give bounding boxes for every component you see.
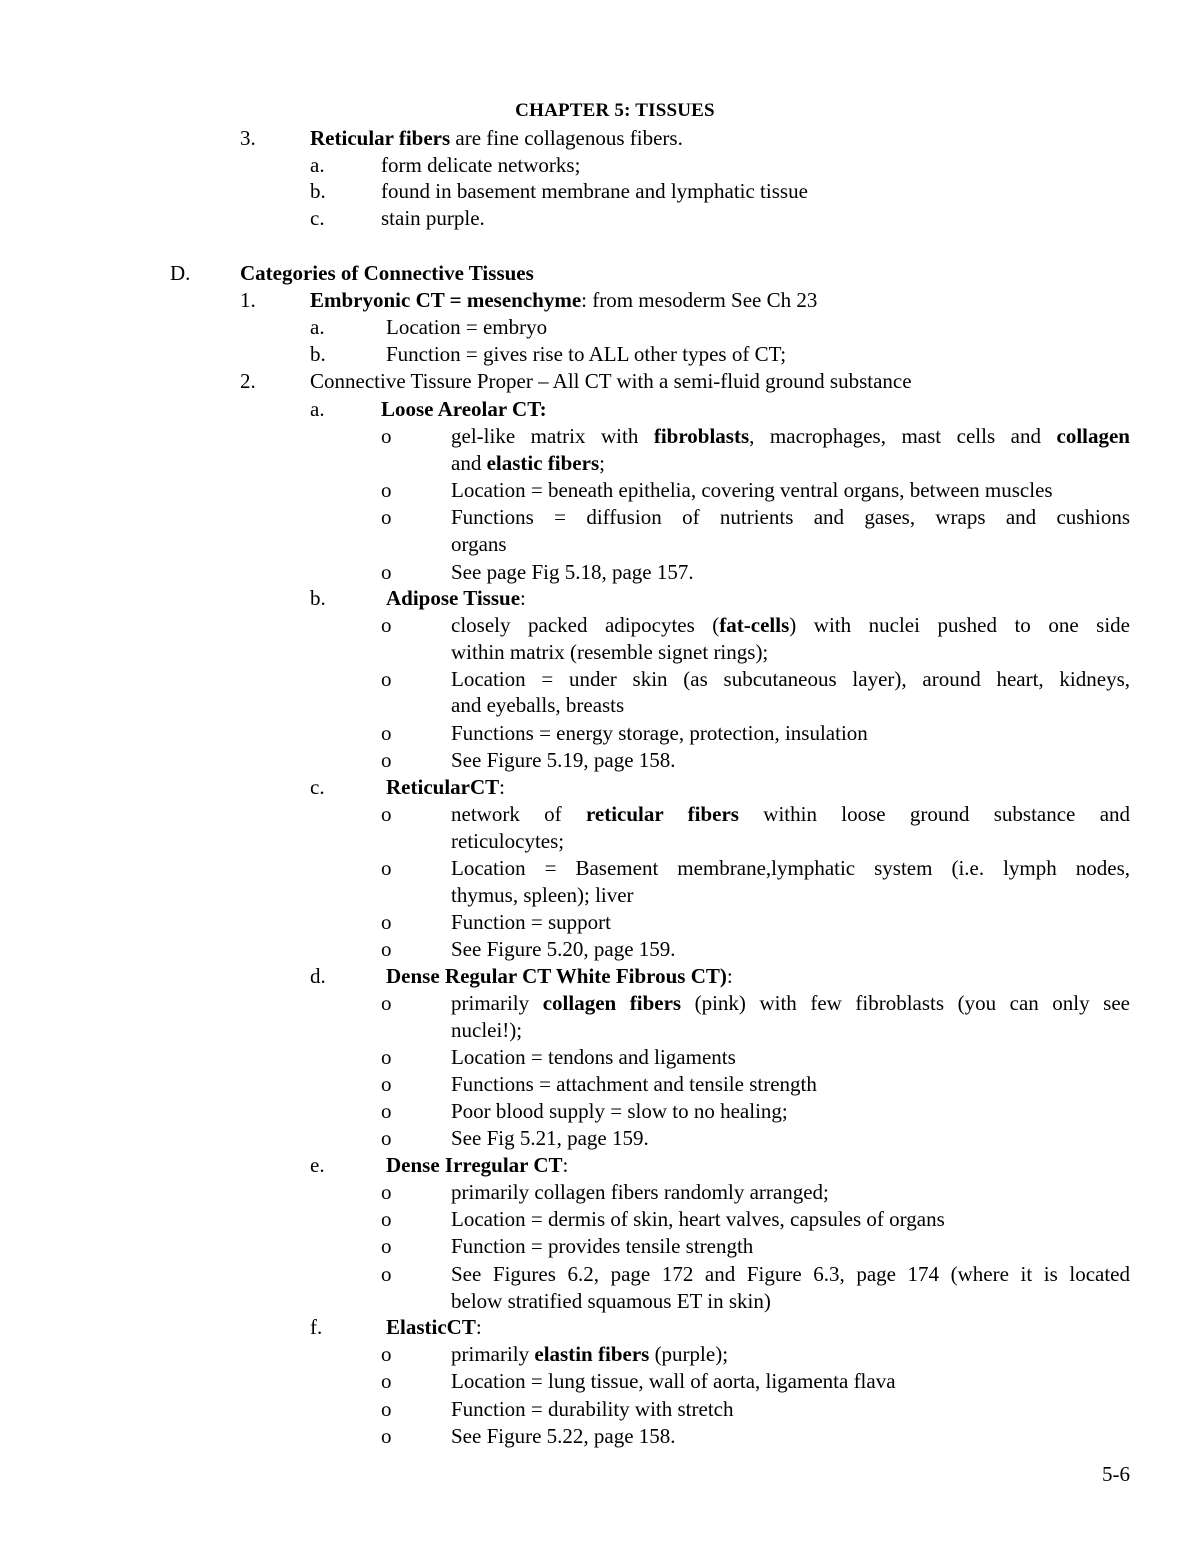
list-marker: o [381, 1262, 392, 1286]
list-marker: o [381, 1207, 392, 1231]
list-item [0, 341, 1200, 368]
list-marker: d. [310, 964, 326, 988]
subsection-a [0, 396, 1200, 423]
list-marker: c. [310, 206, 325, 230]
list-marker: e. [310, 1153, 325, 1177]
list-text: within matrix (resemble signet rings); [451, 640, 769, 664]
list-marker: o [381, 991, 392, 1015]
list-item [0, 666, 1200, 693]
list-marker: a. [310, 153, 325, 177]
list-text: found in basement membrane and lymphatic tissue [381, 179, 808, 203]
list-item [0, 1423, 1200, 1450]
list-text: closely packed adipocytes (fat-cells) with nuclei pushed to one side [451, 613, 1130, 637]
list-marker: o [381, 802, 392, 826]
list-text: Connective Tissure Proper – All CT with a semi-fluid ground substance [310, 369, 912, 393]
list-text: Poor blood supply = slow to no healing; [451, 1099, 788, 1123]
list-item-cont [0, 639, 1200, 666]
list-text: primarily elastin fibers (purple); [451, 1342, 729, 1366]
list-marker: o [381, 1072, 392, 1096]
page-number: 5-6 [1102, 1462, 1130, 1486]
list-item [0, 990, 1200, 1017]
list-marker: c. [310, 775, 325, 799]
list-text: See Figure 5.20, page 159. [451, 937, 676, 961]
list-item [0, 1396, 1200, 1423]
list-item [0, 178, 1200, 205]
list-text: ElasticCT: [386, 1315, 482, 1339]
list-item [0, 936, 1200, 963]
list-text: See Figure 5.19, page 158. [451, 748, 676, 772]
list-text: form delicate networks; [381, 153, 581, 177]
list-text: See Figure 5.22, page 158. [451, 1424, 676, 1448]
subsection-e [0, 1152, 1200, 1179]
list-marker: o [381, 424, 392, 448]
list-text: Location = embryo [386, 315, 548, 339]
list-item [0, 504, 1200, 531]
list-marker: o [381, 613, 392, 637]
list-marker: o [381, 1424, 392, 1448]
list-text: nuclei!); [451, 1018, 523, 1042]
list-marker: o [381, 1099, 392, 1123]
list-text: Function = durability with stretch [451, 1397, 734, 1421]
list-text: reticulocytes; [451, 829, 565, 853]
list-text: Location = dermis of skin, heart valves, capsules of organs [451, 1207, 945, 1231]
list-text: Location = tendons and ligaments [451, 1045, 736, 1069]
list-marker: 2. [240, 369, 256, 393]
list-text: Location = beneath epithelia, covering ventral organs, between muscles [451, 478, 1053, 502]
list-text: and eyeballs, breasts [451, 693, 625, 717]
list-text: and elastic fibers; [451, 451, 605, 475]
list-item [0, 1341, 1200, 1368]
list-text: primarily collagen fibers randomly arranged; [451, 1180, 829, 1204]
list-marker: o [381, 721, 392, 745]
item-2 [0, 368, 1200, 395]
list-text: below stratified squamous ET in skin) [451, 1289, 771, 1313]
subsection-d [0, 963, 1200, 990]
list-marker: 1. [240, 288, 256, 312]
list-marker: o [381, 910, 392, 934]
list-item [0, 747, 1200, 774]
list-text: Location = lung tissue, wall of aorta, ligamenta flava [451, 1369, 896, 1393]
list-marker: f. [310, 1315, 323, 1339]
section-marker: D. [170, 261, 191, 285]
list-marker: o [381, 478, 392, 502]
list-marker: b. [310, 342, 326, 366]
list-marker: o [381, 560, 392, 584]
list-item [0, 1125, 1200, 1152]
list-item [0, 720, 1200, 747]
list-marker: o [381, 937, 392, 961]
list-marker: o [381, 1045, 392, 1069]
item-3 [0, 125, 1200, 152]
list-marker: o [381, 748, 392, 772]
list-item-cont [0, 1017, 1200, 1044]
list-marker: a. [310, 315, 325, 339]
list-item [0, 1261, 1200, 1288]
list-text: Location = Basement membrane,lymphatic system (i.e. lymph nodes, [451, 856, 1130, 880]
list-item [0, 855, 1200, 882]
list-item [0, 1179, 1200, 1206]
list-text: See Figures 6.2, page 172 and Figure 6.3, page 174 (where it is located [451, 1262, 1130, 1286]
list-text: thymus, spleen); liver [451, 883, 634, 907]
list-text: Function = support [451, 910, 612, 934]
list-text: gel-like matrix with fibroblasts, macrophages, mast cells and collagen [451, 424, 1130, 448]
list-text: Adipose Tissue: [386, 586, 526, 610]
list-item [0, 1206, 1200, 1233]
subsection-b [0, 585, 1200, 612]
list-text: organs [451, 532, 507, 556]
list-item [0, 1071, 1200, 1098]
list-item [0, 612, 1200, 639]
list-marker: a. [310, 397, 325, 421]
page-title: CHAPTER 5: TISSUES [515, 100, 715, 121]
list-text: network of reticular fibers within loose ground substance and [451, 802, 1131, 826]
list-item [0, 423, 1200, 450]
subsection-c [0, 774, 1200, 801]
list-item [0, 314, 1200, 341]
list-item-cont [0, 450, 1200, 477]
list-item-cont [0, 882, 1200, 909]
list-marker: o [381, 1342, 392, 1366]
list-item [0, 801, 1200, 828]
list-text: See page Fig 5.18, page 157. [451, 560, 694, 584]
list-item [0, 1233, 1200, 1260]
list-text: Functions = energy storage, protection, insulation [451, 721, 868, 745]
list-text: ReticularCT: [386, 775, 505, 799]
list-marker: o [381, 1180, 392, 1204]
list-item [0, 909, 1200, 936]
list-item-cont [0, 1288, 1200, 1315]
list-text: Functions = attachment and tensile strength [451, 1072, 817, 1096]
section-d-heading [0, 260, 1200, 287]
list-text: Functions = diffusion of nutrients and gases, wraps and cushions [451, 505, 1130, 529]
list-item-cont [0, 828, 1200, 855]
list-item [0, 1368, 1200, 1395]
item-1 [0, 287, 1200, 314]
list-item [0, 477, 1200, 504]
list-text: stain purple. [381, 206, 485, 230]
list-text: Function = gives rise to ALL other types of CT; [386, 342, 787, 366]
list-marker: o [381, 1397, 392, 1421]
list-marker: b. [310, 586, 326, 610]
list-marker: o [381, 856, 392, 880]
list-marker: b. [310, 179, 326, 203]
item-text: Reticular fibers are fine collagenous fibers. [310, 126, 683, 150]
list-item [0, 205, 1200, 232]
list-marker: o [381, 1369, 392, 1393]
item-number: 3. [240, 126, 256, 150]
list-item [0, 1044, 1200, 1071]
list-text: Location = under skin (as subcutaneous layer), around heart, kidneys, [451, 667, 1130, 691]
list-item [0, 152, 1200, 179]
list-text: primarily collagen fibers (pink) with few fibroblasts (you can only see [451, 991, 1130, 1015]
list-text: Embryonic CT = mesenchyme: from mesoderm See Ch 23 [310, 288, 818, 312]
list-marker: o [381, 667, 392, 691]
list-item [0, 1098, 1200, 1125]
list-item-cont [0, 692, 1200, 719]
list-text: See Fig 5.21, page 159. [451, 1126, 649, 1150]
list-text: Function = provides tensile strength [451, 1234, 754, 1258]
subsection-f [0, 1314, 1200, 1341]
list-marker: o [381, 1126, 392, 1150]
list-item [0, 559, 1200, 586]
section-heading: Categories of Connective Tissues [240, 261, 534, 285]
list-text: Dense Irregular CT: [386, 1153, 569, 1177]
list-marker: o [381, 505, 392, 529]
list-text: Loose Areolar CT: [381, 397, 547, 421]
list-marker: o [381, 1234, 392, 1258]
list-text: Dense Regular CT White Fibrous CT): [386, 964, 733, 988]
list-item-cont [0, 531, 1200, 558]
